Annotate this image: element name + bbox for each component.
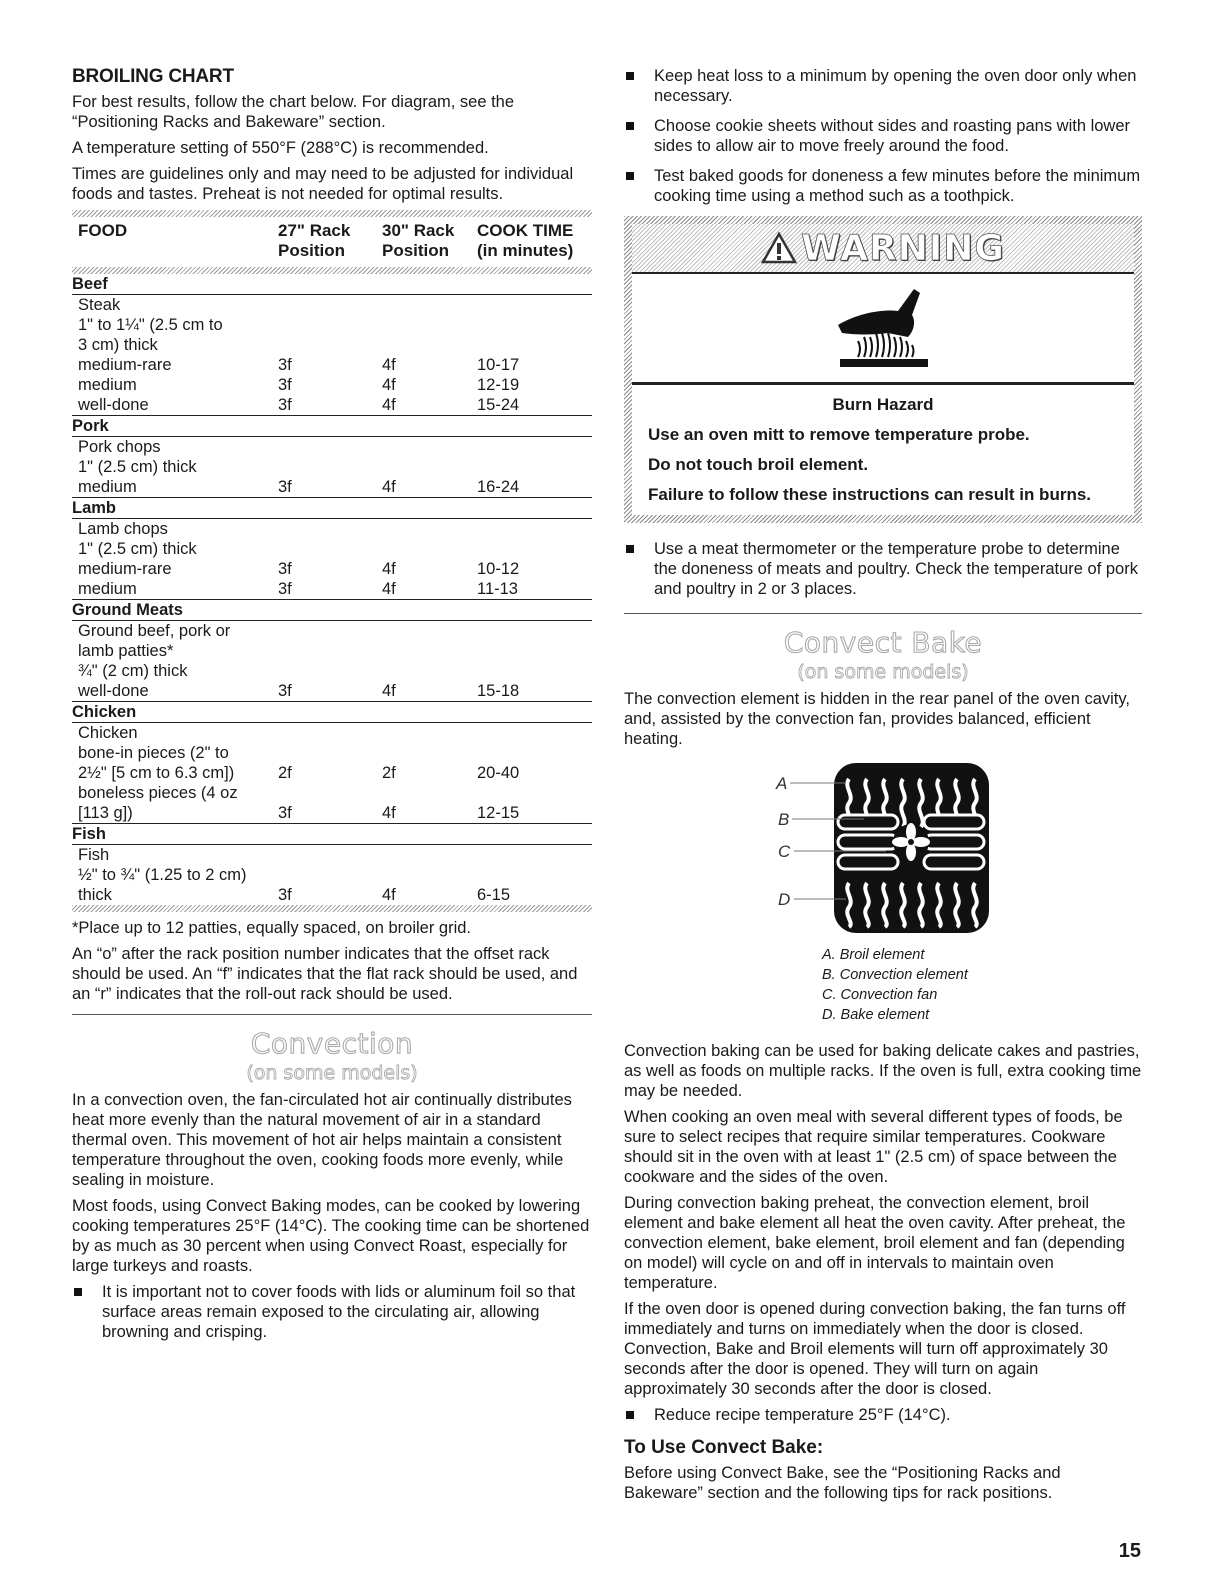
convection-para-1: In a convection oven, the fan-circulated hot air continually distributes heat more evenly than the natural movement of air in a standard thermal oven. This movement of hot air helps maintain a consistent temperature throughout the oven, cooking foods more evenly, while sealing in moisture. [72, 1091, 572, 1189]
rack27-cell: 3f [278, 804, 292, 822]
rack27-cell: 3f [278, 376, 292, 394]
legend-c: C. Convection fan [822, 987, 938, 1003]
warning-line-1: Use an oven mitt to remove temperature probe. [648, 425, 1030, 444]
food-text: ¾" (2 cm) thick [78, 662, 188, 680]
rack30-cell: 4f [382, 376, 396, 394]
col-rack30-l2: Position [382, 241, 450, 260]
warning-box [624, 216, 1142, 523]
time-cell: 6-15 [477, 886, 511, 904]
group-row: Ground Meats [72, 600, 592, 621]
rack30-cell: 4f [382, 396, 396, 414]
left-column [72, 62, 592, 1352]
rack27-cell: 3f [278, 478, 292, 496]
food-text: medium [78, 376, 137, 394]
header-rule [72, 267, 592, 274]
group-row: Beef [72, 274, 592, 295]
section-divider [624, 613, 1142, 614]
broiling-note-2: An “o” after the rack position number indicates that the offset rack should be used. An “f” indicates that the flat rack should be used, and an “r” indicates that the roll-out rack should be used. [72, 945, 578, 1003]
rack27-cell: 2f [278, 764, 292, 782]
warning-header [632, 224, 1134, 272]
warning-body [632, 385, 1134, 515]
warning-line-3: Failure to follow these instructions can result in burns. [648, 485, 1092, 504]
rack30-cell: 4f [382, 356, 396, 374]
convect-bake-bullet-1: Reduce recipe temperature 25°F (14°C). [624, 1405, 1142, 1425]
convection-bullets [72, 1282, 592, 1342]
thermo-bullets [624, 539, 1142, 599]
group-row: Fish [72, 824, 592, 845]
rack27-cell: 3f [278, 682, 292, 700]
broiling-note-1: *Place up to 12 patties, equally spaced, on broiler grid. [72, 919, 471, 937]
group-row: Chicken [72, 702, 592, 723]
rack30-cell: 4f [382, 580, 396, 598]
food-text: 3 cm) thick [78, 336, 158, 354]
col-food: FOOD [78, 221, 128, 240]
time-cell: 20-40 [477, 764, 520, 782]
rack30-cell: 4f [382, 560, 396, 578]
food-text: medium-rare [78, 356, 172, 374]
convection-heading: Convection [250, 1027, 414, 1060]
convect-bake-para-5: If the oven door is opened during convection baking, the fan turns off immediately and turns on immediately when the door is closed. Convection, Bake and Broil elements will turn off approximately 30 seconds after the door is opened. They will turn on again approximately 30 seconds after the door is closed. [624, 1300, 1126, 1398]
table-row [72, 845, 592, 906]
warning-hazard: Burn Hazard [832, 395, 934, 414]
broiling-intro-1: For best results, follow the chart below. For diagram, see the “Positioning Racks and Bakeware” section. [72, 93, 515, 131]
table-top-rule [72, 210, 592, 217]
convect-bake-para-3: When cooking an oven meal with several different types of foods, be sure to select recipes that require similar temperatures. Cookware should sit in the oven with at least 1" (2.5 cm) of space between the cookware and the sides of the oven. [624, 1108, 1123, 1186]
food-text: Ground beef, pork or [78, 622, 231, 640]
food-text: medium [78, 478, 137, 496]
broiling-table [72, 217, 592, 905]
warning-title: WARNING [801, 227, 1005, 269]
oven-diagram [624, 759, 1142, 939]
food-text: well-done [78, 396, 149, 414]
warning-line-2: Do not touch broil element. [648, 455, 869, 474]
food-text: thick [78, 886, 112, 904]
time-cell: 15-18 [477, 682, 520, 700]
right-column [624, 62, 1142, 1509]
col-time-l1: COOK TIME [477, 221, 574, 240]
legend-d: D. Bake element [822, 1007, 930, 1023]
table-row [72, 621, 592, 702]
rack30-cell: 4f [382, 886, 396, 904]
rack27-cell: 3f [278, 356, 292, 374]
food-text: 1" (2.5 cm) thick [78, 458, 197, 476]
to-use-convect-bake-para: Before using Convect Bake, see the “Positioning Racks and Bakeware” section and the following tips for rack positions. [624, 1464, 1061, 1502]
diagram-legend [822, 945, 1142, 1025]
broiling-chart-heading: BROILING CHART [72, 66, 234, 87]
table-row [72, 519, 592, 600]
rack27-cell: 3f [278, 580, 292, 598]
table-header-row [72, 217, 592, 267]
table-bottom-rule [72, 905, 592, 912]
col-rack27-l1: 27" Rack [278, 221, 351, 240]
time-cell: 12-19 [477, 376, 520, 394]
convect-bake-bullets [624, 1405, 1142, 1425]
convect-bake-heading: Convect Bake [783, 626, 983, 659]
diagram-label-a: A [776, 774, 788, 793]
rack30-cell: 4f [382, 682, 396, 700]
time-cell: 10-17 [477, 356, 520, 374]
rack30-cell: 2f [382, 764, 396, 782]
table-row [72, 295, 592, 416]
food-text: 1" to 1¼" (2.5 cm to [78, 316, 223, 334]
group-row: Lamb [72, 498, 592, 519]
food-text: Chicken [78, 724, 138, 742]
food-text: Lamb chops [78, 520, 168, 538]
table-row [72, 437, 592, 498]
food-text: well-done [78, 682, 149, 700]
convect-bake-subheading: (on some models) [797, 661, 969, 683]
time-cell: 10-12 [477, 560, 520, 578]
diagram-label-c: C [778, 842, 791, 861]
food-text: Steak [78, 296, 121, 314]
rack27-cell: 3f [278, 560, 292, 578]
convect-bake-para-1: The convection element is hidden in the rear panel of the oven cavity, and, assisted by the convection fan, provides balanced, efficient heating. [624, 690, 1130, 748]
tip-bullet-2: Choose cookie sheets without sides and roasting pans with lower sides to allow air to move freely around the food. [624, 116, 1142, 156]
legend-b: B. Convection element [822, 967, 968, 983]
food-text: [113 g]) [78, 804, 133, 822]
food-text: lamb patties* [78, 642, 174, 660]
convection-bullet-1: It is important not to cover foods with lids or aluminum foil so that surface areas remain exposed to the circulating air, allowing browning and crisping. [72, 1282, 592, 1342]
group-row: Pork [72, 416, 592, 437]
time-cell: 15-24 [477, 396, 520, 414]
rack30-cell: 4f [382, 804, 396, 822]
warning-icon-area [632, 272, 1134, 385]
time-cell: 11-13 [477, 580, 518, 598]
hand-burn-icon [828, 285, 938, 371]
diagram-label-b: B [778, 810, 790, 829]
time-cell: 16-24 [477, 478, 520, 496]
diagram-label-d: D [778, 890, 791, 909]
food-text: medium [78, 580, 137, 598]
time-cell: 12-15 [477, 804, 520, 822]
rack27-cell: 3f [278, 396, 292, 414]
food-text: Pork chops [78, 438, 161, 456]
convect-bake-para-4: During convection baking preheat, the convection element, broil element and bake element all heat the oven cavity. After preheat, the convection element, bake element, broil element and fan (depending on model) will cycle on and off in intervals to maintain oven temperature. [624, 1194, 1126, 1292]
broiling-intro-3: Times are guidelines only and may need to be adjusted for individual foods and tastes. Preheat is not needed for optimal results. [72, 165, 574, 203]
convect-bake-para-2: Convection baking can be used for baking delicate cakes and pastries, as well as foods on multiple racks. If the oven is full, extra cooking time may be needed. [624, 1042, 1142, 1100]
tip-bullet-1: Keep heat loss to a minimum by opening the oven door only when necessary. [624, 66, 1142, 106]
food-text: 1" (2.5 cm) thick [78, 540, 197, 558]
page-number: 15 [1118, 1540, 1141, 1562]
legend-a: A. Broil element [822, 947, 925, 963]
food-text: bone-in pieces (2" to [78, 744, 229, 762]
tips-bullets [624, 66, 1142, 206]
tip-bullet-3: Test baked goods for doneness a few minutes before the minimum cooking time using a method such as a toothpick. [624, 166, 1142, 206]
table-row [72, 723, 592, 824]
food-text: Fish [78, 846, 110, 864]
warning-triangle-icon [761, 232, 797, 264]
col-rack27-l2: Position [278, 241, 346, 260]
food-text: medium-rare [78, 560, 172, 578]
convection-para-2: Most foods, using Convect Baking modes, can be cooked by lowering cooking temperatures 25°F (14°C). The cooking time can be shortened by as much as 30 percent when using Convect Roast, especially for large turkeys and roasts. [72, 1197, 590, 1275]
food-text: 2½" [5 cm to 6.3 cm]) [78, 764, 235, 782]
col-rack30-l1: 30" Rack [382, 221, 455, 240]
broiling-intro-2: A temperature setting of 550°F (288°C) is recommended. [72, 139, 489, 157]
section-divider [72, 1014, 592, 1015]
rack30-cell: 4f [382, 478, 396, 496]
food-text: boneless pieces (4 oz [78, 784, 238, 802]
col-time-l2: (in minutes) [477, 241, 574, 260]
food-text: ½" to ¾" (1.25 to 2 cm) [78, 866, 247, 884]
convection-subheading: (on some models) [246, 1062, 418, 1084]
to-use-convect-bake-heading: To Use Convect Bake: [624, 1437, 824, 1458]
rack27-cell: 3f [278, 886, 292, 904]
thermo-bullet-1: Use a meat thermometer or the temperature probe to determine the doneness of meats and poultry. Check the temperature of pork and poultry in 2 or 3 places. [624, 539, 1142, 599]
